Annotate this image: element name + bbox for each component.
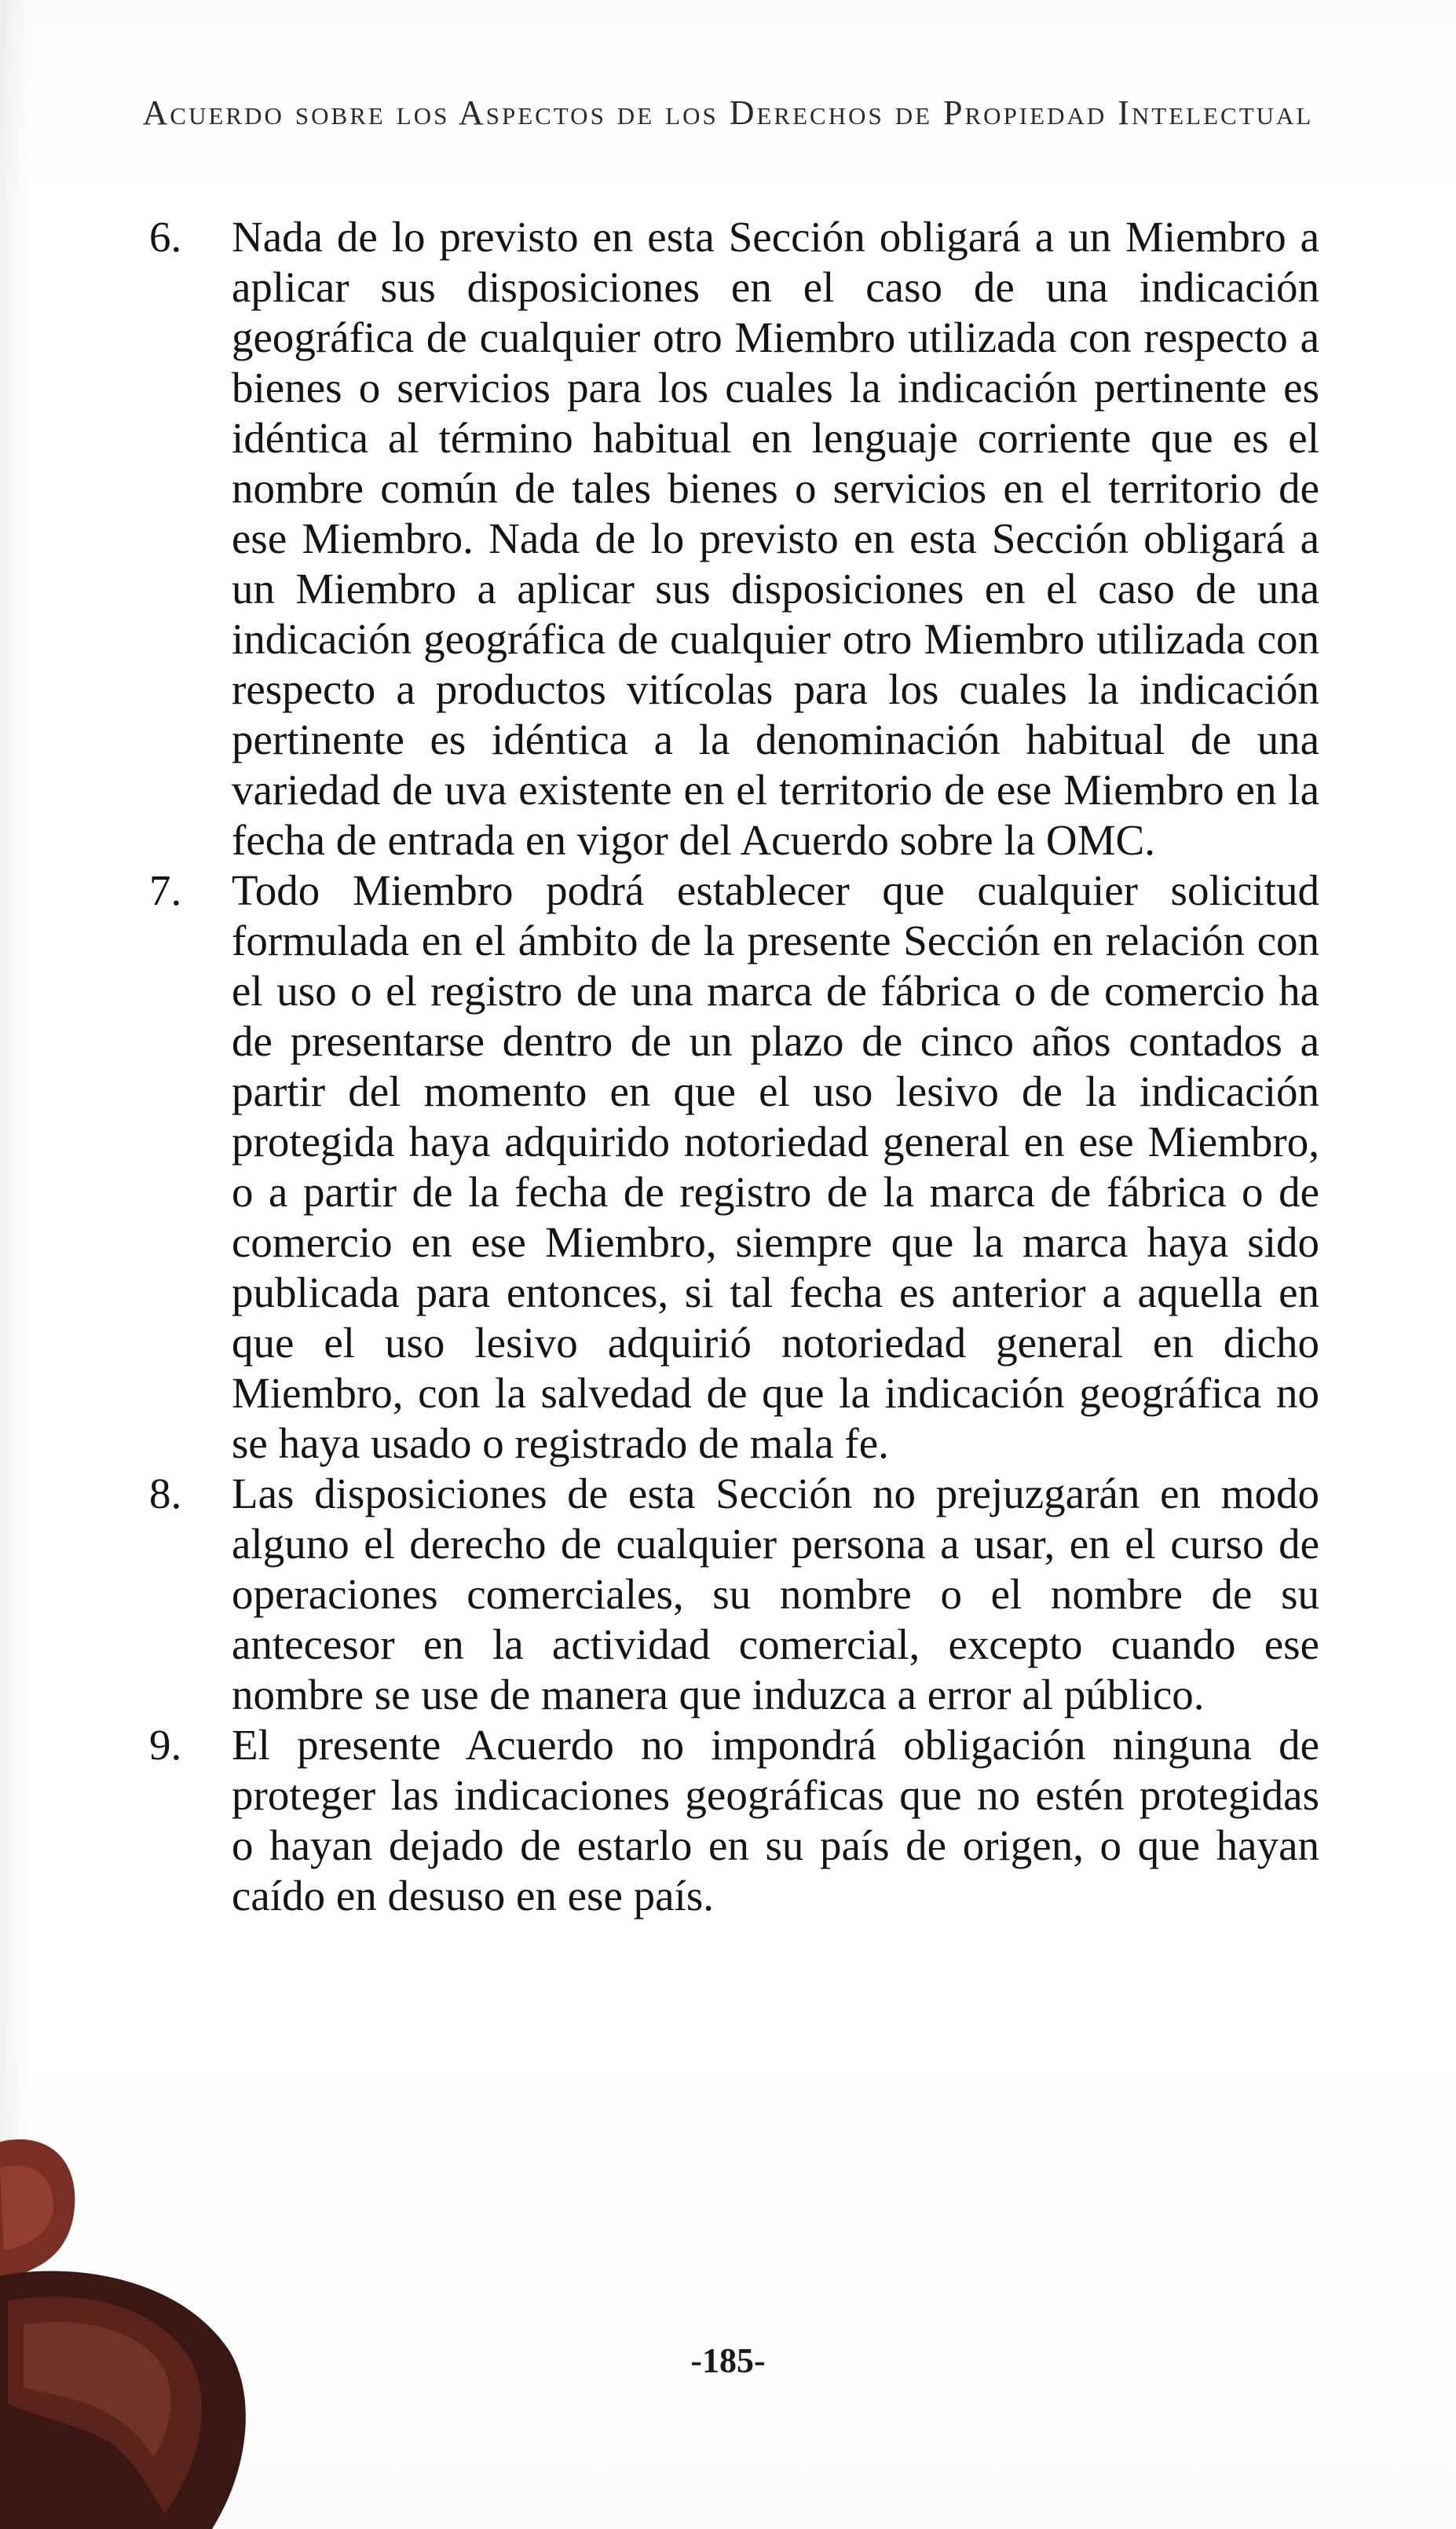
item-number: 6. bbox=[149, 213, 182, 261]
list-item bbox=[149, 1469, 1319, 1720]
list-item bbox=[149, 1720, 1319, 1921]
running-head: Acuerdo sobre los Aspectos de los Derechos de Propiedad Intelectual bbox=[142, 93, 1314, 132]
item-text: Nada de lo previsto en esta Sección obligará a un Miembro a aplicar sus disposiciones en el caso de una indicación geográfica de cualquier otro Miembro utilizada con respecto a bienes o servicios para los cuales la indicación pertinente es idéntica al término habitual en lenguaje corriente que es el nombre común de tales bienes o servicios en el territorio de ese Miembro. Nada de lo previsto en esta Sección obligará a un Miembro a aplicar sus disposiciones en el caso de una indicación geográfica de cualquier otro Miembro utilizada con respecto a productos vitícolas para los cuales la indicación pertinente es idéntica a la denominación habitual de una variedad de uva existente en el territorio de ese Miembro en la fecha de entrada en vigor del Acuerdo sobre la OMC. bbox=[232, 213, 1319, 864]
list-item bbox=[149, 866, 1319, 1469]
item-text: El presente Acuerdo no impondrá obligación ninguna de proteger las indicaciones geográficas que no estén protegidas o hayan dejado de estarlo en su país de origen, o que hayan caído en desuso en ese país. bbox=[232, 1721, 1319, 1920]
item-number: 9. bbox=[149, 1721, 182, 1769]
item-number: 7. bbox=[149, 866, 182, 914]
list-item bbox=[149, 212, 1319, 866]
thumb-image bbox=[0, 2121, 275, 2529]
body-text bbox=[149, 212, 1319, 1921]
item-text: Las disposiciones de esta Sección no prejuzgarán en modo alguno el derecho de cualquier persona a usar, en el curso de operaciones comerciales, su nombre o el nombre de su antecesor en la actividad comercial, excepto cuando ese nombre se use de manera que induzca a error al público. bbox=[232, 1469, 1319, 1718]
item-text: Todo Miembro podrá establecer que cualquier solicitud formulada en el ámbito de la presente Sección en relación con el uso o el registro de una marca de fábrica o de comercio ha de presentarse dentro de un plazo de cinco años contados a partir del momento en que el uso lesivo de la indicación protegida haya adquirido notoriedad general en ese Miembro, o a partir de la fecha de registro de la marca de fábrica o de comercio en ese Miembro, siempre que la marca haya sido publicada para entonces, si tal fecha es anterior a aquella en que el uso lesivo adquirió notoriedad general en dicho Miembro, con la salvedad de que la indicación geográfica no se haya usado o registrado de mala fe. bbox=[232, 866, 1319, 1467]
item-number: 8. bbox=[149, 1469, 182, 1517]
page-number: -185- bbox=[690, 2341, 766, 2380]
